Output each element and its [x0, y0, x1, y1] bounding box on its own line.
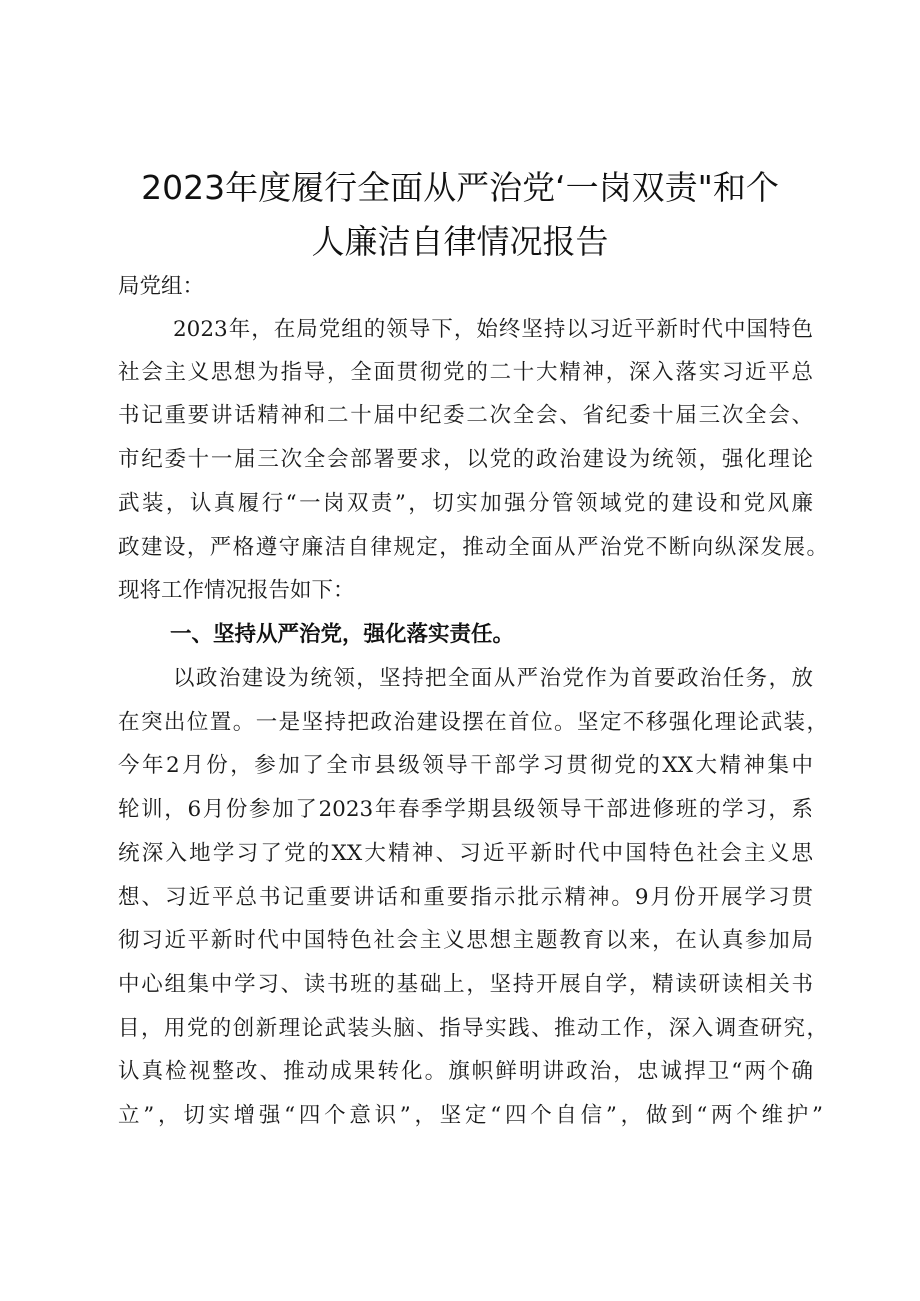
section-heading-1: 一、坚持从严治党，强化落实责任。	[170, 622, 515, 647]
paragraph-2-line: 彻习近平新时代中国特色社会主义思想主题教育以来，在认真参加局	[118, 928, 813, 953]
paragraph-1-line: 社会主义思想为指导，全面贯彻党的二十大精神，深入落实习近平总	[118, 360, 813, 385]
paragraph-2-line: 想、习近平总书记重要讲话和重要指示批示精神。9月份开展学习贯	[118, 885, 813, 910]
salutation: 局党组：	[118, 274, 205, 299]
paragraph-2-line: 在突出位置。一是坚持把政治建设摆在首位。坚定不移强化理论武装，	[118, 710, 828, 735]
paragraph-2-line: 目，用党的创新理论武装头脑、指导实践、推动工作，深入调查研究，	[118, 1016, 828, 1041]
paragraph-1-line: 现将工作情况报告如下：	[118, 578, 355, 603]
paragraph-2-line: 中心组集中学习、读书班的基础上，坚持开展自学，精读研读相关书	[118, 972, 813, 997]
paragraph-2-line: 轮训，6月份参加了2023年春季学期县级领导干部进修班的学习，系	[118, 797, 813, 822]
paragraph-2-line: 以政治建设为统领，坚持把全面从严治党作为首要政治任务，放	[173, 666, 813, 691]
paragraph-2-line: 认真检视整改、推动成果转化。旗帜鲜明讲政治，忠诚捍卫“两个确	[118, 1059, 813, 1084]
paragraph-1-line: 市纪委十一届三次全会部署要求，以党的政治建设为统领，强化理论	[118, 447, 813, 472]
paragraph-1-line: 武装，认真履行“一岗双责”，切实加强分管领域党的建设和党风廉	[118, 491, 813, 516]
paragraph-1-line: 政建设，严格遵守廉洁自律规定，推动全面从严治党不断向纵深发展。	[118, 535, 828, 560]
paragraph-2-line: 统深入地学习了党的XX大精神、习近平新时代中国特色社会主义思	[118, 841, 813, 866]
paragraph-1-line: 书记重要讲话精神和二十届中纪委二次全会、省纪委十届三次全会、	[118, 403, 813, 428]
paragraph-2-line: 今年2月份，参加了全市县级领导干部学习贯彻党的XX大精神集中	[118, 753, 813, 778]
report-title-line-2: 人廉洁自律情况报告	[311, 222, 609, 261]
report-title-line-1: 2023年度履行全面从严治党‘一岗双责"和个	[141, 168, 779, 207]
paragraph-2-line: 立”，切实增强“四个意识”，坚定“四个自信”，做到“两个维护”	[118, 1103, 823, 1128]
paragraph-1-line: 2023年，在局党组的领导下，始终坚持以习近平新时代中国特色	[173, 317, 813, 342]
